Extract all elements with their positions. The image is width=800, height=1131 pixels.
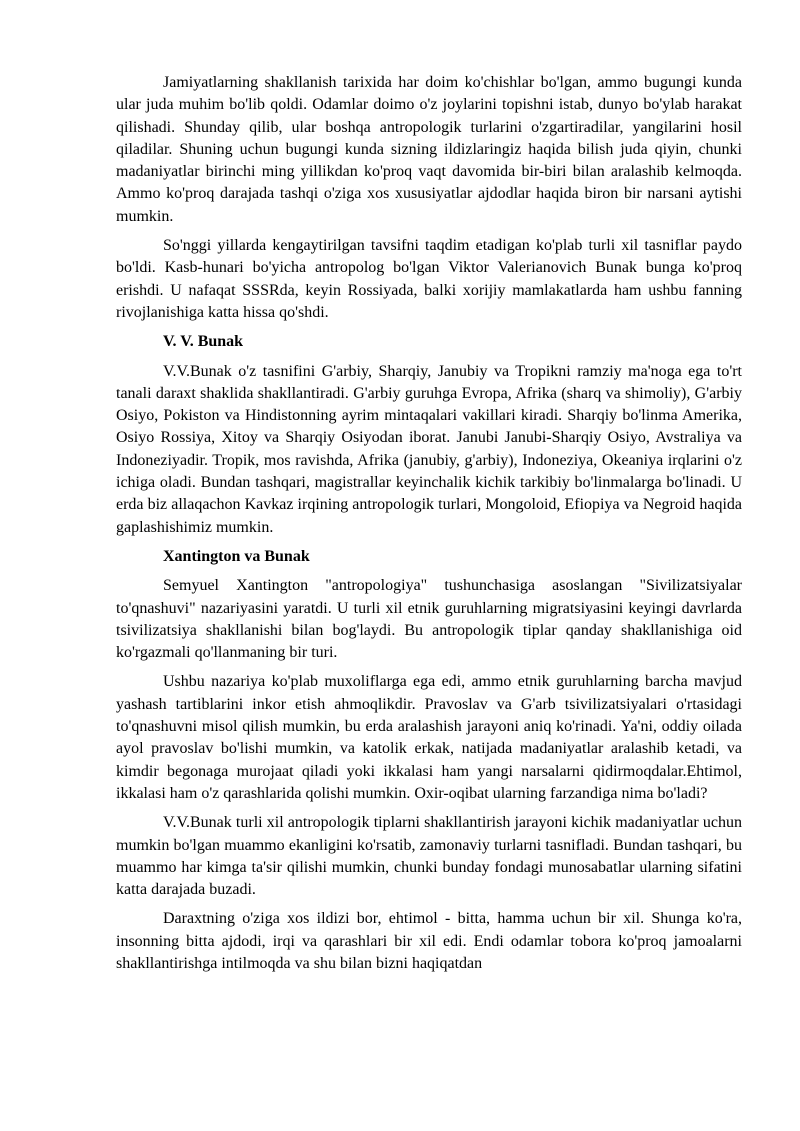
paragraph-3: V.V.Bunak o'z tasnifini G'arbiy, Sharqiy, Janubiy va Tropikni ramziy ma'noga ega to'rt tanali daraxt shaklida shakllantiradi. G'arbiy guruhga Evropa, Afrika (sharq va shimoliy), G'arbiy Osiyo, Pokiston va Hindistonning ayrim mintaqalari vakillari kiradi. Sharqiy bo'linma Amerika, Osiyo Rossiya, Xitoy va Sharqiy Osiyodan iborat. Janubi Janubi-Sharqiy Osiyo, Avstraliya va Indoneziyadir. Tropik, mos ravishda, Afrika (janubiy, g'arbiy), Indoneziya, Okeaniya irqlarini o'z ichiga oladi. Bundan tashqari, magistrallar keyinchalik kichik tarkibiy bo'linmalarga bo'linadi. U erda biz allaqachon Kavkaz irqining antropologik turlari, Mongoloid, Efiopiya va Negroid haqida gaplashishimiz mumkin.: [116, 362, 742, 536]
paragraph-7: Daraxtning o'ziga xos ildizi bor, ehtimol - bitta, hamma uchun bir xil. Shunga ko'ra, insonning bitta ajdodi, irqi va qarashlari bir xil edi. Endi odamlar tobora ko'proq jamoalarni shakllantirishga intilmoqda va shu bilan bizni haqiqatdan: [116, 910, 742, 972]
paragraph-4: Semyuel Xantington "antropologiya" tushunchasiga asoslangan "Sivilizatsiyalar to'qnashuvi" nazariyasini yaratdi. U turli xil etnik guruhlarning migratsiyasini keyingi davrlarda tsivilizatsiya shakllanishi bilan bog'laydi. Bu antropologik tiplar qanday shakllanishiga oid ko'rgazmali qo'llanmaning bir turi.: [116, 577, 742, 662]
section-heading-huntington-bunak: Xantington va Bunak: [163, 547, 310, 565]
paragraph-5: Ushbu nazariya ko'plab muxoliflarga ega edi, ammo etnik guruhlarning barcha mavjud yashash tartiblarini inkor etish ahmoqlikdir. Pravoslav va G'arb tsivilizatsiyalari o'rtasidagi to'qnashuvni misol qilish mumkin, bu erda aralashish jarayoni aniq ko'rinadi. Ya'ni, oddiy oilada ayol pravoslav bo'lishi mumkin, va katolik erkak, natijada madaniyatlar aralashib ketadi, va kimdir begonaga murojaat qiladi yoki ikkalasi ham yangi narsalarni qidirmoqdalar.Ehtimol, ikkalasi ham o'z qarashlarida qolishi mumkin. Oxir-oqibat ularning farzandiga nima bo'ladi?: [116, 673, 742, 802]
section-heading-bunak: V. V. Bunak: [163, 333, 244, 351]
paragraph-6: V.V.Bunak turli xil antropologik tiplarni shakllantirish jarayoni kichik madaniyatlar uchun mumkin bo'lgan muammo ekanligini ko'rsatib, zamonaviy turlarni tasnifladi. Bundan tashqari, bu muammo har kimga ta'sir qilishi mumkin, chunki bunday fondagi munosabatlar ularning sifatini katta darajada buzadi.: [116, 814, 742, 899]
document-page: [116, 72, 742, 982]
paragraph-2: So'nggi yillarda kengaytirilgan tavsifni taqdim etadigan ko'plab turli xil tasniflar paydo bo'ldi. Kasb-hunari bo'yicha antropolog bo'lgan Viktor Valerianovich Bunak bunga ko'proq erishdi. U nafaqat SSSRda, keyin Rossiyada, balki xorijiy mamlakatlarda ham ushbu fanning rivojlanishiga katta hissa qo'shdi.: [116, 237, 742, 321]
paragraph-1: Jamiyatlarning shakllanish tarixida har doim ko'chishlar bo'lgan, ammo bugungi kunda ular juda muhim bo'lib qoldi. Odamlar doimo o'z joylarini topishni istab, dunyo bo'ylab harakat qilishadi. Shunday qilib, ular boshqa antropologik turlarini o'zgartiradilar, yangilarini hosil qiladilar. Shuning uchun bugungi kunda sizning ildizlaringiz haqida bilish juda qiyin, chunki madaniyatlar birinchi ming yillikdan ko'proq vaqt davomida bir-biri bilan aralashib kelmoqda. Ammo ko'proq darajada tashqi o'ziga xos xususiyatlar ajdodlar haqida biron bir narsani aytishi mumkin.: [116, 74, 742, 225]
